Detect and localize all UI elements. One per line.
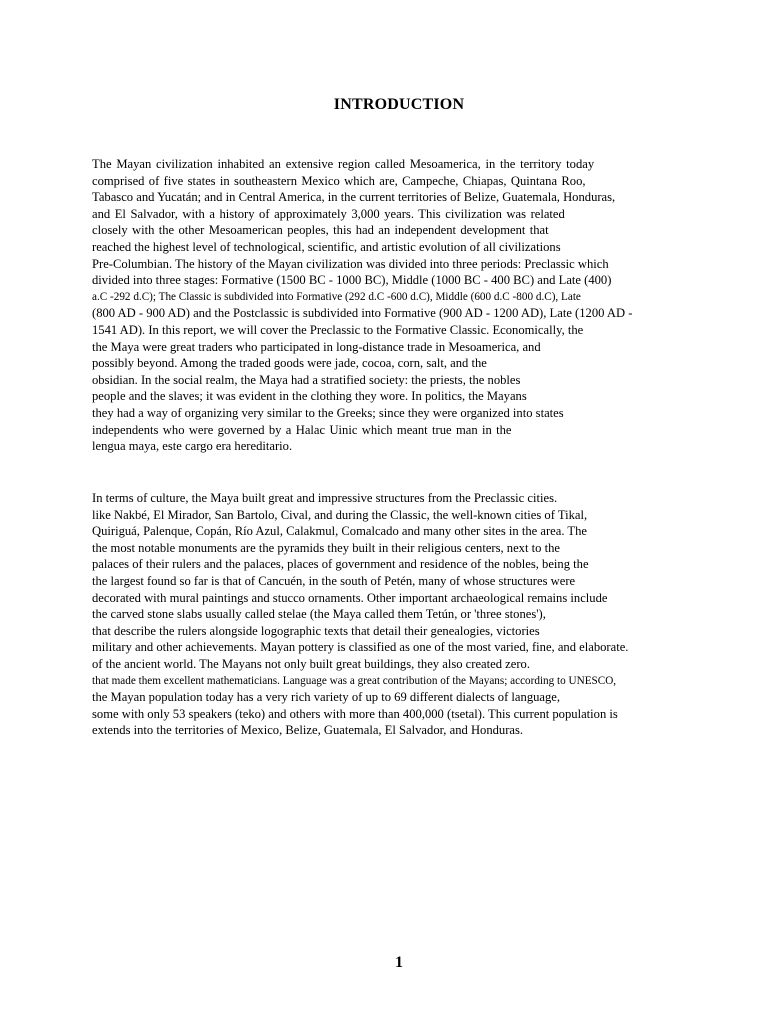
paragraph-line: the most notable monuments are the pyramids they built in their religious centers, next to the (92, 540, 560, 555)
paragraph-line: reached the highest level of technological, scientific, and artistic evolution of all civilizations (92, 239, 561, 254)
paragraph-line: the largest found so far is that of Cancuén, in the south of Petén, many of whose structures were (92, 573, 576, 588)
paragraph-line: extends into the territories of Mexico, Belize, Guatemala, El Salvador, and Honduras. (92, 723, 524, 738)
page-number: 1 (395, 954, 403, 971)
paragraph-line: military and other achievements. Mayan pottery is classified as one of the most varied, fine, and elaborate. (92, 640, 629, 655)
paragraph-line: comprised of five states in southeastern Mexico which are, Campeche, Chiapas, Quintana Roo, (92, 173, 586, 188)
paragraph-line: the Mayan population today has a very rich variety of up to 69 different dialects of language, (92, 690, 561, 705)
paragraph-line: closely with the other Mesoamerican peoples, this had an independent development that (92, 223, 549, 238)
paragraph-history (92, 156, 712, 455)
paragraph-line: like Nakbé, El Mirador, San Bartolo, Cival, and during the Classic, the well-known cities of Tikal, (92, 507, 588, 522)
paragraph-line: lengua maya, este cargo era hereditario. (92, 439, 293, 454)
paragraph-line: Pre-Columbian. The history of the Mayan civilization was divided into three periods: Preclassic which (92, 256, 609, 271)
paragraph-line: they had a way of organizing very similar to the Greeks; since they were organized into states (92, 405, 564, 420)
paragraph-line: decorated with mural paintings and stucco ornaments. Other important archaeological remains include (92, 590, 608, 605)
paragraph-line: of the ancient world. The Mayans not only built great buildings, they also created zero. (92, 656, 530, 671)
paragraph-line: people and the slaves; it was evident in the clothing they wore. In politics, the Mayans (92, 389, 527, 404)
paragraph-culture (92, 490, 712, 739)
paragraph-line: 1541 AD). In this report, we will cover the Preclassic to the Formative Classic. Economically, the (92, 322, 584, 337)
paragraph-line: obsidian. In the social realm, the Maya had a stratified society: the priests, the nobles (92, 372, 521, 387)
paragraph-line: the Maya were great traders who participated in long-distance trade in Mesoamerica, and (92, 339, 541, 354)
paragraph-line: Tabasco and Yucatán; and in Central America, in the current territories of Belize, Guatemala, Honduras, (92, 190, 616, 205)
paragraph-line: palaces of their rulers and the palaces, places of government and residence of the nobles, being the (92, 557, 589, 572)
paragraph-line: Quiriguá, Palenque, Copán, Río Azul, Calakmul, Comalcado and many other sites in the area. The (92, 524, 588, 539)
paragraph-line: that describe the rulers alongside logographic texts that detail their genealogies, victories (92, 623, 540, 638)
paragraph-line: the carved stone slabs usually called stelae (the Maya called them Tetún, or 'three stones'), (92, 607, 546, 622)
paragraph-line: a.C -292 d.C); The Classic is subdivided into Formative (292 d.C -600 d.C), Middle (600 d.C -800 d.C), Late (92, 290, 581, 303)
paragraph-line: and El Salvador, with a history of approximately 3,000 years. This civilization was related (92, 206, 565, 221)
paragraph-line: independents who were governed by a Halac Uinic which meant true man in the (92, 422, 512, 437)
paragraph-line: (800 AD - 900 AD) and the Postclassic is subdivided into Formative (900 AD - 1200 AD), Late (1200 AD - (92, 306, 633, 321)
paragraph-line: possibly beyond. Among the traded goods were jade, cocoa, corn, salt, and the (92, 356, 487, 371)
paragraph-line: divided into three stages: Formative (1500 BC - 1000 BC), Middle (1000 BC - 400 BC) and Late (400) (92, 273, 612, 288)
page-title: INTRODUCTION (333, 96, 465, 113)
paragraph-line: In terms of culture, the Maya built great and impressive structures from the Preclassic cities. (92, 491, 558, 505)
paragraph-line: that made them excellent mathematicians. Language was a great contribution of the Mayans; according to UNESCO, (92, 674, 617, 687)
paragraph-line: The Mayan civilization inhabited an extensive region called Mesoamerica, in the territory today (92, 157, 595, 171)
paragraph-line: some with only 53 speakers (teko) and others with more than 400,000 (tsetal). This current population is (92, 706, 618, 721)
